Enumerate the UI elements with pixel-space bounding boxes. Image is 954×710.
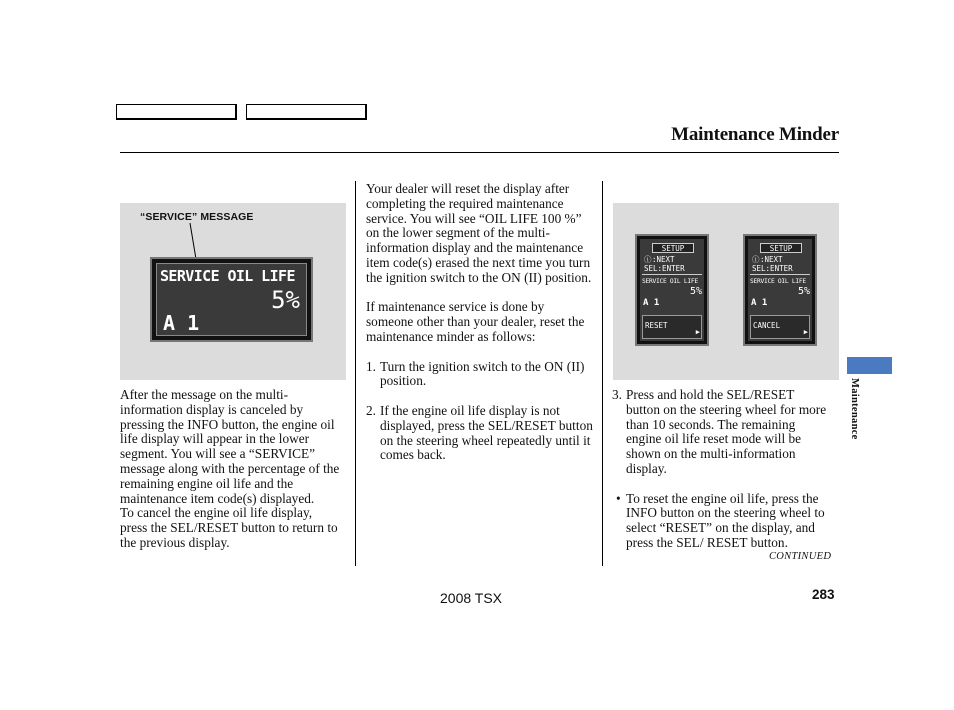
arrow-right-icon: ▶: [695, 328, 700, 336]
info-icon: ⓘ: [752, 255, 760, 264]
arrow-right-icon: ▶: [803, 328, 808, 336]
service-oil-life-label: SERVICE OIL LIFE: [750, 278, 806, 285]
step-3-text: Press and hold the SEL/RESET button on the steering wheel for more than 10 seconds. The remaining engine oil life reset mode will be shown on the multi-information display.: [626, 387, 827, 476]
step-1-text: Turn the ignition switch to the ON (II) position.: [380, 358, 585, 389]
column-divider-1: [355, 181, 356, 566]
cancel-screen-display: [743, 234, 817, 346]
setup-label: SETUP: [652, 243, 694, 253]
setup-label: SETUP: [760, 243, 802, 253]
service-oil-life-display: [150, 257, 313, 342]
step-1-number: 1.: [366, 358, 376, 374]
bullet-text: To reset the engine oil life, press the INFO button on the steering wheel to select “RESET” on the display, and press the SEL/ RESET button.: [626, 490, 825, 550]
sel-enter-label: SEL:ENTER: [644, 264, 685, 273]
column-divider-2: [602, 181, 603, 566]
section-label: Maintenance: [849, 378, 860, 440]
left-figure-panel: [120, 203, 346, 380]
cancel-option[interactable]: CANCEL: [753, 321, 781, 330]
title-rule: [120, 152, 839, 153]
page-title: Maintenance Minder: [671, 124, 839, 145]
nav-box-left[interactable]: [116, 104, 237, 120]
separator: [750, 274, 810, 275]
cancel-screen: [748, 239, 812, 341]
step-2: [366, 404, 594, 463]
left-column-text: [120, 388, 342, 551]
step-1: [366, 360, 594, 390]
action-box[interactable]: [750, 315, 810, 339]
action-box[interactable]: [642, 315, 702, 339]
reset-screen: [640, 239, 704, 341]
separator: [642, 274, 702, 275]
step-2-text: If the engine oil life display is not displayed, press the SEL/RESET button on the steering wheel repeatedly until it comes back.: [380, 402, 593, 463]
middle-para-1: Your dealer will reset the display after completing the required maintenance service. You will see “OIL LIFE 100 %” on the lower segment of the multi-information display and the maintenance item code(s) erased the next time you turn the ignition switch to the ON (II) position.: [366, 181, 592, 285]
footer-model: 2008 TSX: [440, 590, 503, 606]
info-icon: ⓘ: [644, 255, 652, 264]
service-message-callout: “SERVICE” MESSAGE: [140, 211, 254, 223]
percent-label: 5%: [797, 286, 810, 297]
next-label: :NEXT: [760, 255, 783, 264]
display-code: A 1: [163, 311, 200, 335]
code-label: A 1: [751, 298, 768, 308]
middle-para-2: If maintenance service is done by someone other than your dealer, reset the maintenance minder as follows:: [366, 299, 585, 344]
display-screen: [156, 263, 307, 336]
display-line1: SERVICE OIL LIFE: [160, 267, 295, 285]
display-percent: 5%: [271, 286, 300, 314]
right-column-text: [612, 388, 830, 551]
percent-label: 5%: [689, 286, 702, 297]
middle-column-text: [366, 182, 594, 463]
reset-option[interactable]: RESET: [645, 321, 668, 330]
left-para-1: After the message on the multi-information display is canceled by pressing the INFO button, the engine oil life display will appear in the lower segment. You will see a “SERVICE” message along with the percentage of the remaining engine oil life and the maintenance item code(s) displayed.: [120, 387, 340, 506]
bullet-icon: •: [616, 490, 621, 506]
next-label: :NEXT: [652, 255, 675, 264]
step-3-number: 3.: [612, 387, 622, 402]
section-tab[interactable]: [847, 357, 892, 374]
service-oil-life-label: SERVICE OIL LIFE: [642, 278, 698, 285]
left-para-2: To cancel the engine oil life display, press the SEL/RESET button to return to the previous display.: [120, 505, 338, 550]
code-label: A 1: [643, 298, 660, 308]
sel-enter-label: SEL:ENTER: [752, 264, 793, 273]
continued-label: CONTINUED: [769, 551, 832, 562]
step-3: [612, 388, 830, 477]
page-number: 283: [812, 587, 835, 602]
step-2-number: 2.: [366, 402, 376, 418]
nav-box-right[interactable]: [246, 104, 367, 120]
right-figure-panel: [613, 203, 839, 380]
reset-screen-display: [635, 234, 709, 346]
bullet-item: [612, 492, 830, 551]
